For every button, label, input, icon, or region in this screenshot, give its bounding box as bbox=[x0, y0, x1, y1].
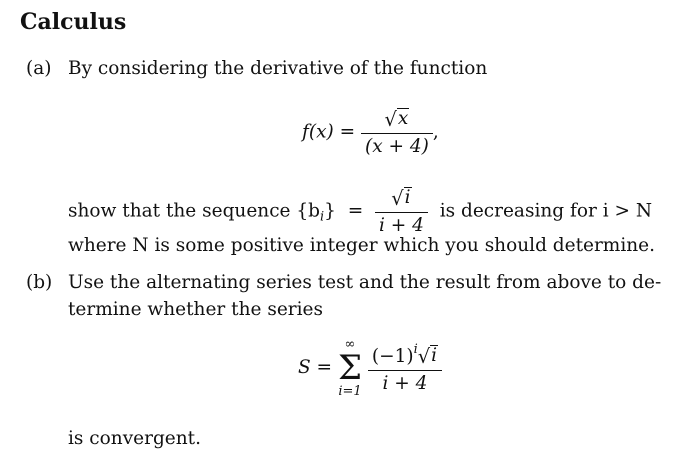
part-a-line2: where N is some positive integer which you should determine. bbox=[68, 235, 656, 256]
sequence-fraction: √ i i + 4 bbox=[375, 187, 428, 236]
series-fraction: $(-1)^i$ √ i i + 4 bbox=[368, 342, 442, 393]
summation-symbol: ∞ Σ i=1 bbox=[337, 337, 362, 399]
sqrt-symbol: √ i bbox=[417, 344, 438, 368]
part-b-line1: Use the alternating series test and the result from above to de- bbox=[68, 272, 662, 293]
function-fraction bbox=[361, 108, 433, 157]
sqrt-symbol: √ x bbox=[384, 107, 409, 131]
function-equation bbox=[302, 108, 439, 157]
function-denominator: (x + 4) bbox=[365, 135, 429, 157]
series-equation: S = ∞ Σ i=1 $(-1)^i$ √ i i + 4 bbox=[298, 338, 442, 398]
part-a-label: (a) bbox=[26, 58, 52, 79]
function-numerator bbox=[381, 108, 414, 133]
part-b-line3: is convergent. bbox=[68, 428, 201, 449]
part-b-label: (b) bbox=[26, 272, 53, 293]
function-lhs: f(x) = bbox=[302, 121, 356, 143]
function-trailing: , bbox=[432, 121, 439, 143]
part-a-line1: show that the sequence $\{b_i\}$ = √ i i + 4 is decreasing for i > N bbox=[68, 186, 653, 236]
sqrt-symbol: √ i bbox=[391, 186, 411, 210]
page-title: Calculus bbox=[20, 9, 127, 35]
part-a-intro: By considering the derivative of the function bbox=[68, 58, 488, 79]
part-b-line2: termine whether the series bbox=[68, 299, 323, 320]
